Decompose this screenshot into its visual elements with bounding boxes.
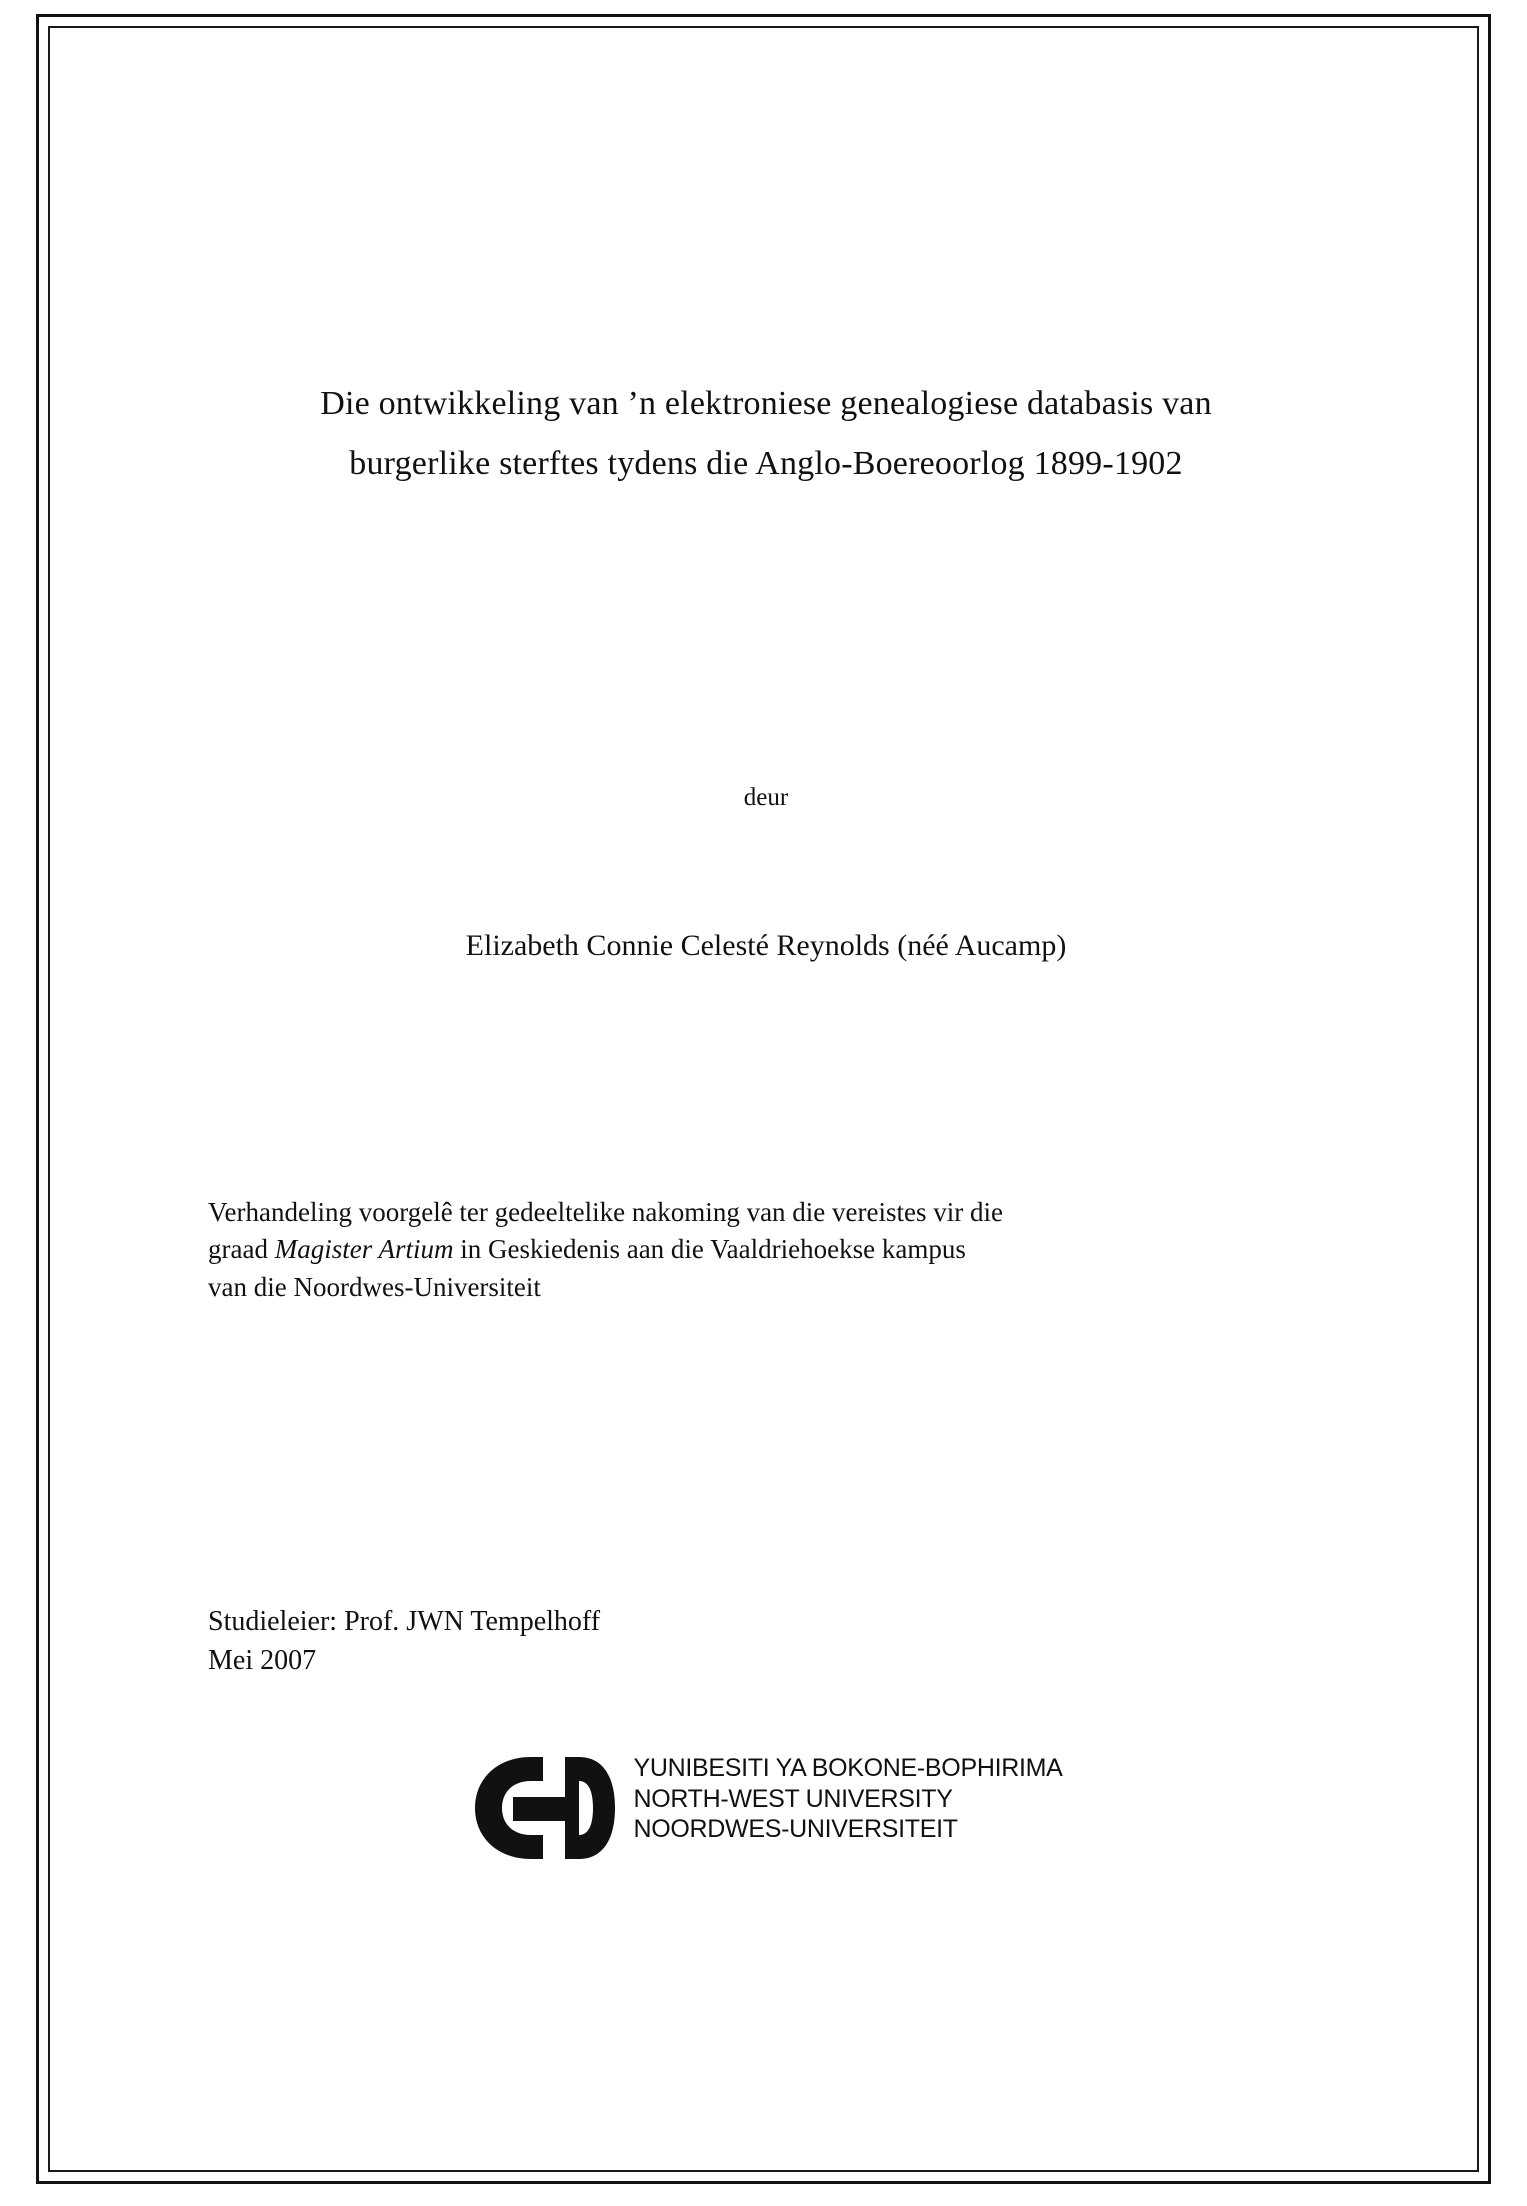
declaration-line-2-prefix: graad — [208, 1234, 275, 1265]
author-name: Elizabeth Connie Celesté Reynolds (néé Aucamp) — [465, 929, 1067, 962]
declaration-line-2-suffix: in Geskiedenis aan die Vaaldriehoekse kampus — [453, 1234, 966, 1265]
logo-text-line-1: YUNIBESITI YA BOKONE-BOPHIRIMA — [633, 1754, 1063, 1782]
supervisor-line: Studieleier: Prof. JWN Tempelhoff — [208, 1606, 601, 1637]
date-line: Mei 2007 — [208, 1645, 317, 1677]
byline-label: deur — [743, 784, 789, 811]
supervisor-and-date — [208, 1602, 600, 1680]
title-line-1: Die ontwikkeling van ’n elektroniese genealogiese databasis van — [320, 385, 1212, 422]
logo-text-line-2: NORTH-WEST UNIVERSITY — [633, 1784, 953, 1813]
declaration-line-2 — [208, 1231, 1326, 1268]
logo-text-line-3: NOORDWES-UNIVERSITEIT — [633, 1815, 958, 1843]
title-page — [36, 14, 1491, 2184]
page-title — [206, 374, 1326, 493]
north-west-university-logo-icon — [469, 1751, 619, 1866]
degree-name: Magister Artium — [274, 1234, 454, 1265]
university-logo-text — [633, 1749, 1062, 1845]
degree-declaration — [208, 1194, 1326, 1306]
declaration-line-3: van die Noordwes-Universiteit — [208, 1271, 541, 1302]
university-logo-block — [186, 1749, 1346, 1866]
page-content — [186, 14, 1346, 2184]
title-line-2: burgerlike sterftes tydens die Anglo-Boereoorlog 1899-1902 — [349, 444, 1183, 482]
declaration-line-1: Verhandeling voorgelê ter gedeeltelike nakoming van die vereistes vir die — [208, 1197, 1003, 1227]
